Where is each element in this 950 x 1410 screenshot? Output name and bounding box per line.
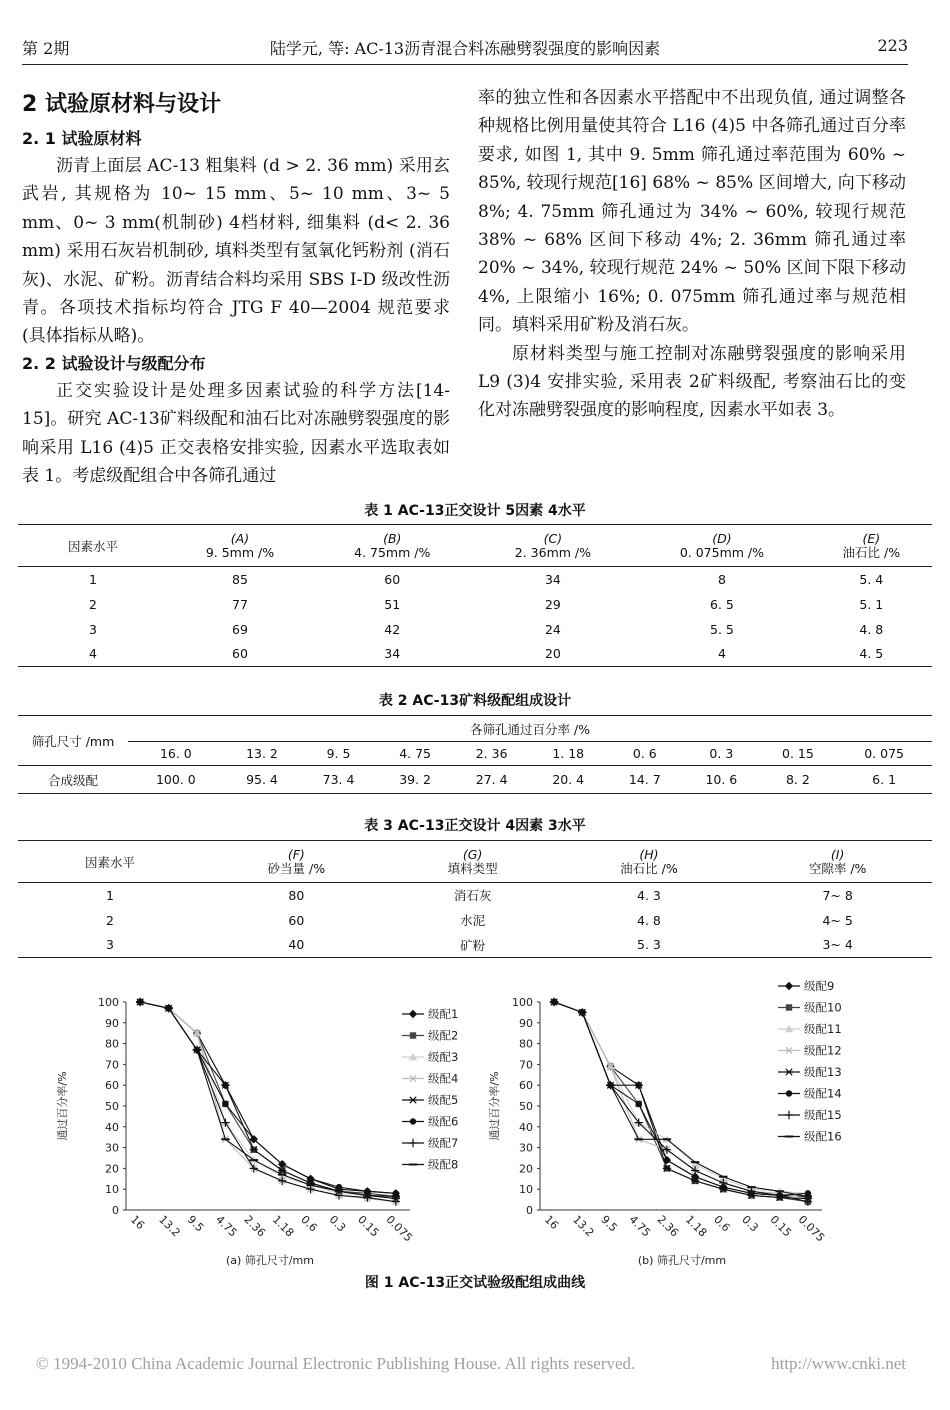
panela-legend-label-3: 级配3 [428, 1050, 459, 1064]
panela-series-line-3 [140, 1002, 396, 1199]
table2-size-9: 0. 075 [836, 742, 932, 766]
right-column [478, 84, 906, 425]
panela-legend-label-8: 级配8 [428, 1157, 459, 1172]
subsection-title-design: 2. 2 试验设计与级配分布 [22, 353, 206, 373]
panelb-ytick-label-2: 20 [519, 1162, 533, 1176]
table1 [18, 524, 932, 667]
panelb-ytick-label-0: 0 [526, 1204, 533, 1217]
table3-col-f: (F) 砂当量 /% [202, 841, 391, 883]
table1-col-a: (A) 9. 5mm /% [168, 525, 312, 567]
panelb-xtick-label-9: 0.075 [795, 1212, 828, 1245]
table2-size-6: 0. 6 [607, 742, 684, 766]
table3-col-g: (G) 填料类型 [391, 841, 555, 883]
panelb-ylabel: 通过百分率/% [488, 1071, 501, 1141]
footer-url: http://www.cnki.net [771, 1354, 906, 1373]
panelb-series-6-point-3 [636, 1101, 642, 1107]
panelb-xtick-label-8: 0.15 [767, 1212, 794, 1240]
table1-col-e: (E) 油石比 /% [811, 525, 932, 567]
paragraph-materials: 沥青上面层 AC-13 粗集料 (d > 2. 36 mm) 采用玄武岩, 其规格为 10~ 15 mm、5~ 10 mm、3~ 5 mm、0~ 3 mm(机制砂) 4档材料, 细集料 (d< 2. 36 mm) 采用石灰岩机制砂, 填料类型有氢氧化钙粉剂 (消石灰)、水泥、矿粉。沥青结合料均采用 SBS I-D 级改性沥青。各项技术指标均符合 JTG F 40—2004 规范要求 (具体指标从略)。 [22, 156, 450, 347]
table2-value-8: 8. 2 [760, 766, 837, 794]
panelb-legend-label-2: 级配10 [804, 1000, 842, 1015]
running-title: 陆学元, 等: AC-13沥青混合料冻融劈裂强度的影响因素 [269, 39, 661, 58]
table1-col-b: (B) 4. 75mm /% [312, 525, 473, 567]
panela-subfigure-label: (a) 筛孔尺寸/mm [226, 1254, 314, 1267]
table1-corner: 因素水平 [18, 525, 168, 567]
table-row: 2 77 51 29 6. 5 5. 1 [89, 596, 884, 612]
table3 [18, 840, 932, 958]
table-row: 1 85 60 34 8 5. 4 [89, 571, 884, 587]
panela-legend-label-1: 级配1 [428, 1007, 459, 1021]
panelb-legend-label-5: 级配13 [804, 1065, 842, 1079]
table2-size-row [18, 742, 932, 766]
panelb-ytick-label-1: 10 [519, 1183, 533, 1197]
table-row: 3 69 42 24 5. 5 4. 8 [89, 621, 884, 637]
panela-series-6-point-5 [279, 1161, 285, 1167]
running-header [22, 36, 908, 62]
panela-xtick-label-8: 0.15 [355, 1212, 382, 1240]
panelb-xtick-label-1: 13.2 [570, 1212, 597, 1240]
table-row: 4 60 34 20 4 4. 5 [18, 642, 932, 667]
panela-ytick-label-7: 70 [105, 1058, 119, 1072]
table2-group-header: 各筛孔通过百分率 /% [128, 716, 932, 742]
table2-corner: 筛孔尺寸 /mm [18, 716, 128, 766]
panelb-series-6-point-4 [664, 1157, 670, 1163]
table1-col-d: (D) 0. 075mm /% [633, 525, 810, 567]
table-row [18, 766, 932, 794]
paragraph-design: 正交实验设计是处理多因素试验的科学方法[14- 15]。研究 AC-13矿料级配和油石比对冻融劈裂强度的影响采用 L16 (4)5 正交表格安排实验, 因素水平选取表如表 1。考虑级配组合中各筛孔通过 [22, 380, 450, 487]
panelb-ytick-label-9: 90 [519, 1016, 533, 1030]
panela-ytick-label-5: 50 [105, 1100, 119, 1113]
table1-caption: 表 1 AC-13正交设计 5因素 4水平 [364, 503, 586, 519]
panela-ytick-label-0: 0 [112, 1204, 119, 1217]
table2-size-8: 0. 15 [760, 742, 837, 766]
panelb-xtick-label-4: 2.36 [654, 1212, 682, 1240]
panelb-xtick-label-2: 9.5 [598, 1212, 620, 1235]
panelb-legend-marker-1 [785, 982, 793, 990]
table-row: 1 80 消石灰 4. 3 7~ 8 [106, 887, 853, 904]
panelb-ytick-label-3: 30 [519, 1141, 533, 1155]
panela-xtick-label-3: 4.75 [213, 1212, 240, 1240]
panela-xtick-label-4: 2.36 [241, 1212, 268, 1240]
table2-value-1: 95. 4 [224, 766, 301, 794]
panelb-legend-marker-7 [785, 1111, 793, 1119]
panela-series-6-point-7 [336, 1184, 342, 1190]
panela-legend-marker-5 [409, 1097, 417, 1103]
panela-ytick-label-3: 30 [105, 1141, 119, 1155]
table2-value-5: 20. 4 [530, 766, 607, 794]
copyright-text: © 1994-2010 China Academic Journal Electronic Publishing House. All rights reserved. [36, 1354, 636, 1373]
panelb-xtick-label-7: 0.3 [739, 1212, 761, 1235]
table2 [18, 715, 932, 794]
table2-size-7: 0. 3 [683, 742, 760, 766]
issue-number: 第 2期 [22, 39, 70, 58]
panelb-xtick-label-6: 0.6 [711, 1212, 733, 1235]
paragraph-factors: 原材料类型与施工控制对冻融劈裂强度的影响采用 L9 (3)4 安排实验, 采用表 2矿料级配, 考察油石比的变化对冻融劈裂强度的影响程度, 因素水平如表 3。 [478, 343, 906, 421]
panela-ytick-label-8: 80 [105, 1037, 119, 1051]
table-row: 2 60 水泥 4. 8 4~ 5 [106, 912, 853, 928]
panela-ytick-label-10: 100 [98, 996, 119, 1009]
panela-ytick-label-9: 90 [105, 1016, 119, 1030]
table3-corner: 因素水平 [18, 841, 202, 883]
panela-series-6-point-3 [222, 1101, 228, 1107]
panela-legend-marker-7 [409, 1139, 417, 1147]
panelb-ytick-label-10: 100 [512, 996, 533, 1009]
table3-col-h: (H) 油石比 /% [555, 841, 744, 883]
panelb-legend-label-1: 级配9 [804, 979, 835, 993]
panela-series-6-point-4 [251, 1136, 257, 1142]
table3-col-i: (I) 空隙率 /% [743, 841, 932, 883]
panela-legend-label-4: 级配4 [428, 1071, 459, 1086]
section-title: 2 试验原材料与设计 [22, 92, 221, 117]
panela-xtick-label-1: 13.2 [156, 1212, 183, 1240]
paragraph-design-continued: 率的独立性和各因素水平搭配中不出现负值, 通过调整各种规格比例用量使其符合 L16 (4)5 中各筛孔通过百分率要求, 如图 1, 其中 9. 5mm 筛孔通过率范围为 60% ~ 85%, 较现行规范[16] 68% ~ 85% 区间增大, 向下移动 8%; 4. 75mm 筛孔通过为 34% ~ 60%, 较现行规范 38% ~ 68% 区间下移动 4%; 2. 36mm 筛孔通过率 20% ~ 34%, 较现行规范 24% ~ 50% 区间下限下移动 4%, 上限缩小 16%; 0. 075mm 筛孔通过率与规范相同。填料采用矿粉及消石灰。 [478, 88, 906, 336]
table2-value-2: 73. 4 [300, 766, 377, 794]
panela-xtick-label-7: 0.3 [326, 1212, 349, 1235]
panela-series-6-point-6 [307, 1176, 313, 1182]
panela-legend-label-6: 级配6 [428, 1114, 459, 1129]
panelb-legend-label-3: 级配11 [804, 1022, 842, 1036]
table2-size-0: 16. 0 [128, 742, 224, 766]
panela-series-line-7 [140, 1002, 396, 1202]
panela-xtick-label-9: 0.075 [383, 1212, 415, 1245]
panela-xtick-label-6: 0.6 [298, 1212, 320, 1235]
table2-value-6: 14. 7 [607, 766, 684, 794]
panela-legend-marker-1 [409, 1010, 417, 1018]
panela-legend-label-2: 级配2 [428, 1028, 459, 1043]
panelb-legend-marker-5 [785, 1069, 793, 1075]
gradation-figure [0, 972, 950, 1272]
panela-legend-label-7: 级配7 [428, 1136, 459, 1150]
table3-caption: 表 3 AC-13正交设计 4因素 3水平 [364, 818, 586, 834]
panelb-legend-label-7: 级配15 [804, 1108, 842, 1122]
panelb-ytick-label-4: 40 [519, 1120, 533, 1134]
table2-caption: 表 2 AC-13矿料级配组成设计 [378, 693, 572, 709]
table1-col-c: (C) 2. 36mm /% [473, 525, 634, 567]
panela-series-line-8 [140, 1002, 396, 1196]
table2-size-3: 4. 75 [377, 742, 454, 766]
panela-series-line-1 [140, 1002, 396, 1193]
panelb-ytick-label-7: 70 [519, 1058, 533, 1072]
figure-caption: 图 1 AC-13正交试验级配组成曲线 [364, 1275, 586, 1291]
panela-xtick-label-2: 9.5 [184, 1212, 207, 1235]
table2-size-2: 9. 5 [300, 742, 377, 766]
page-number: 223 [877, 36, 908, 55]
panela-ytick-label-6: 60 [105, 1079, 119, 1093]
panela-ylabel: 通过百分率/% [56, 1071, 69, 1141]
panelb-legend-label-8: 级配16 [804, 1129, 842, 1144]
table2-value-4: 27. 4 [453, 766, 530, 794]
panela-xtick-label-5: 1.18 [269, 1212, 297, 1240]
table2-size-1: 13. 2 [224, 742, 301, 766]
panelb-legend-marker-2 [786, 1004, 792, 1010]
panela-series-line-4 [140, 1002, 396, 1202]
panela-xtick-label-0: 16 [127, 1212, 147, 1233]
panelb-ytick-label-8: 80 [519, 1037, 533, 1051]
panelb-series-line-4 [554, 1002, 808, 1199]
panelb-ytick-label-5: 50 [519, 1100, 533, 1113]
panela-ytick-label-4: 40 [105, 1120, 119, 1134]
table2-value-0: 100. 0 [128, 766, 224, 794]
panela-ytick-label-2: 20 [105, 1162, 119, 1176]
header-rule [22, 64, 908, 65]
subsection-title-materials: 2. 1 试验原材料 [22, 129, 142, 148]
table2-size-5: 1. 18 [530, 742, 607, 766]
panelb-legend-label-4: 级配12 [804, 1043, 842, 1058]
panelb-xtick-label-3: 4.75 [626, 1212, 653, 1240]
panela-ytick-label-1: 10 [105, 1183, 119, 1197]
panela-series-line-5 [140, 1002, 396, 1199]
panelb-legend-marker-6 [786, 1090, 792, 1096]
table2-value-7: 10. 6 [683, 766, 760, 794]
panelb-ytick-label-6: 60 [519, 1079, 533, 1093]
table2-value-3: 39. 2 [377, 766, 454, 794]
panelb-xtick-label-0: 16 [541, 1212, 561, 1233]
panela-legend-marker-6 [410, 1118, 416, 1124]
panela-legend-marker-2 [410, 1032, 416, 1038]
panela-legend-label-5: 级配5 [428, 1093, 459, 1107]
panelb-subfigure-label: (b) 筛孔尺寸/mm [637, 1254, 727, 1267]
panela-series-line-6 [140, 1002, 396, 1193]
panelb-xtick-label-5: 1.18 [682, 1212, 710, 1240]
table2-value-9: 6. 1 [836, 766, 932, 794]
left-column [22, 84, 450, 490]
panelb-legend-label-6: 级配14 [804, 1086, 842, 1101]
table2-size-4: 2. 36 [453, 742, 530, 766]
table-row: 3 40 矿粉 5. 3 3~ 4 [18, 933, 932, 958]
table2-row-label: 合成级配 [18, 766, 128, 794]
